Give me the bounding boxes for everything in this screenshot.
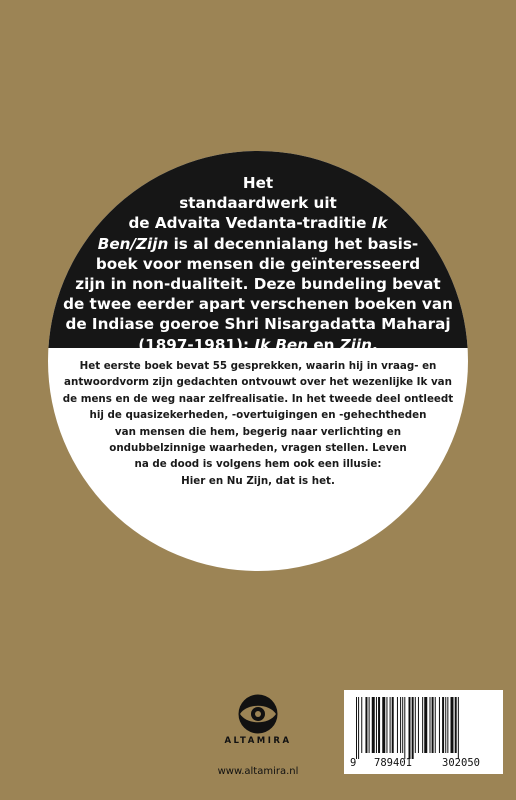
body-line: Hier en Nu Zijn, dat is het. <box>181 474 335 487</box>
body-line: Het eerste boek bevat 55 gesprekken, waarin hij in vraag- en <box>79 360 437 372</box>
barcode-left-group: 789401 <box>374 757 412 769</box>
publisher-logo <box>203 694 313 746</box>
body-line: ondubbelzinnige waarheden, vragen stellen. Leven <box>109 442 407 455</box>
publisher-website[interactable]: www.altamira.nl <box>217 766 299 777</box>
headline-line: de Indiase goeroe Shri Nisargadatta Maharaj <box>65 315 451 334</box>
headline-line: boek voor mensen die geïnteresseerd <box>95 254 421 273</box>
blurb-headline <box>48 173 468 355</box>
headline-line: de twee eerder apart verschenen boeken van <box>63 295 453 314</box>
eye-logo-icon <box>238 694 278 734</box>
body-line: hij de quasizekerheden, -overtuigingen en -gehechtheden <box>89 409 427 422</box>
barcode-digits <box>350 757 500 769</box>
publisher-name: ALTAMIRA <box>224 736 292 746</box>
headline-line: zijn in non-dualiteit. Deze bundeling bevat <box>75 275 441 294</box>
barcode-right-group: 302050 <box>442 757 480 769</box>
headline-line: de Advaita Vedanta-traditie Ik <box>128 214 388 233</box>
headline-line: Het <box>242 174 274 192</box>
barcode-bars <box>354 697 493 759</box>
body-line: van mensen die hem, begerig naar verlichting en <box>114 425 402 438</box>
blurb-body <box>48 358 468 489</box>
headline-line: standaardwerk uit <box>179 194 337 213</box>
headline-line: Ben/Zijn is al decennialang het basis- <box>97 234 419 253</box>
isbn-barcode <box>344 690 503 774</box>
body-line: na de dood is volgens hem ook een illusie: <box>134 458 382 471</box>
body-line: antwoordvorm zijn gedachten ontvouwt over het wezenlijke Ik van <box>64 376 452 389</box>
blurb-circle <box>48 151 468 571</box>
body-line: de mens en de weg naar zelfrealisatie. In het tweede deel ontleedt <box>62 392 454 405</box>
headline-line: (1897-1981): Ik Ben en Zijn. <box>138 335 378 354</box>
barcode-first-digit: 9 <box>350 757 357 769</box>
